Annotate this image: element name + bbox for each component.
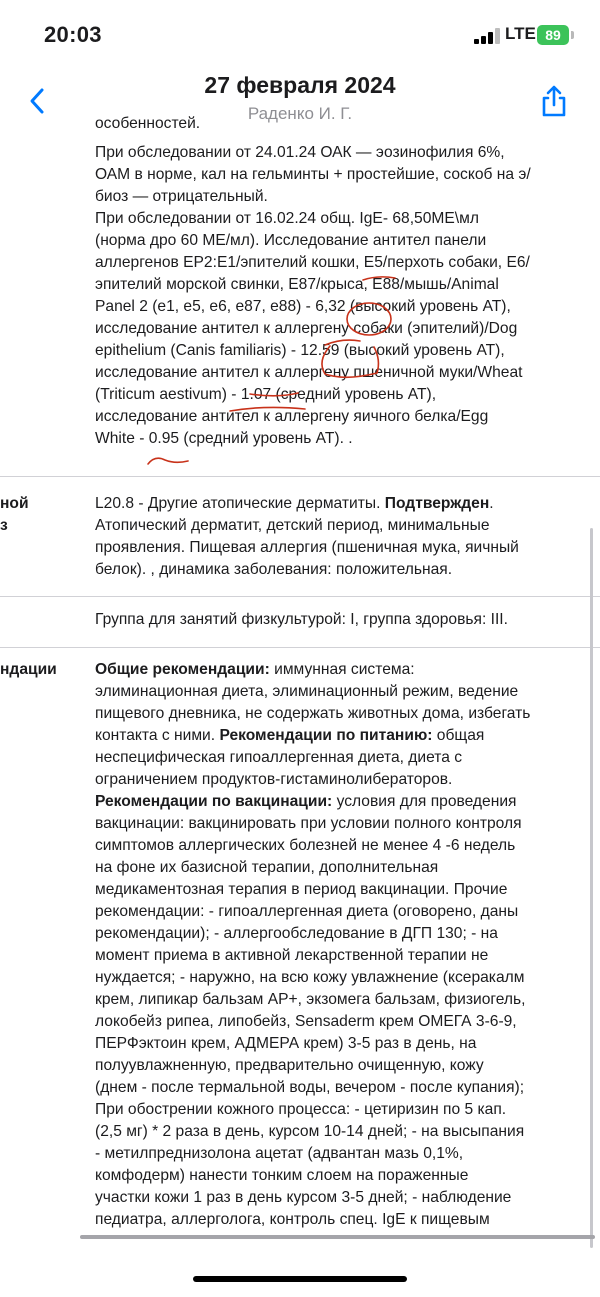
diagnosis-line: проявления. Пищевая аллергия (пшеничная мука, яичный xyxy=(95,539,519,556)
ink-underline-rat xyxy=(363,277,395,280)
page-title: 27 февраля 2024 xyxy=(204,72,396,98)
contact-text: контакта с ними. xyxy=(95,727,216,744)
recommendation-line: ограничением продуктов-гистаминолибераторов. xyxy=(95,771,453,788)
vertical-scrollbar[interactable] xyxy=(590,528,593,1248)
divider xyxy=(0,596,600,597)
recommendation-line: пищевого дневника, не содержать животных дома, избегать xyxy=(95,705,531,722)
recommendation-line: на фоне их базисной терапии, дополнительная xyxy=(95,859,439,876)
general-text: иммунная система: xyxy=(274,661,415,678)
battery-level: 89 xyxy=(545,27,561,43)
handwritten-marks xyxy=(0,128,600,488)
recommendation-line: неспецифическая гипоаллергенная диета, диета с xyxy=(95,749,463,766)
ink-circle-632 xyxy=(347,303,391,335)
diagnosis-code: L20.8 - Другие атопические дерматиты. xyxy=(95,495,381,512)
ink-mark-095 xyxy=(148,458,188,464)
recommendation-line: (2,5 мг) * 2 раза в день, курсом 10-14 дней; - на высыпания xyxy=(95,1123,525,1140)
exam-line: исследование антител к аллергену яичного белка/Egg xyxy=(95,408,489,425)
diagnosis-text xyxy=(95,493,595,581)
battery-tip xyxy=(571,31,574,39)
exam-line: White - 0.95 (средний уровень АТ). . xyxy=(95,430,353,447)
network-type: LTE xyxy=(505,24,536,43)
group-text: Группа для занятий физкультурой: I, группа здоровья: III. xyxy=(95,611,508,628)
diagnosis-confirmed: Подтвержден xyxy=(384,495,490,512)
exam-line: Panel 2 (e1, e5, e6, e87, e88) - 6,32 (высокий уровень АТ), xyxy=(95,298,511,315)
exam-line: аллергенов EP2:E1/эпителий кошки, E5/перхоть собаки, E6/ xyxy=(95,254,530,271)
recommendation-line: симптомов аллергических болезней не менее 4 -6 недель xyxy=(95,837,516,854)
recommendations-lines-a xyxy=(95,681,595,725)
diagnosis-label: ной xyxy=(0,495,29,512)
nutrition-line xyxy=(95,725,595,747)
vaccination-text: условия для проведения xyxy=(336,793,517,810)
exam-line: (норма дро 60 МЕ/мл). Исследование антител панели xyxy=(95,232,487,249)
recommendation-line: педиатра, аллерголога, контроль спец. IgE к пищевым xyxy=(95,1211,490,1228)
ink-underline-107 xyxy=(250,393,298,396)
nutrition-label: Рекомендации по питанию: xyxy=(219,727,433,744)
recommendations-label: ндации xyxy=(0,661,57,678)
battery-icon xyxy=(537,25,569,45)
nutrition-text: общая xyxy=(436,727,485,744)
general-line xyxy=(95,659,595,681)
exam-line: исследование антител к аллергену пшеничной муки/Wheat xyxy=(95,364,523,381)
recommendation-line: момент приема в активной лекарственной терапии не xyxy=(95,947,489,964)
exam-line: При обследовании от 24.01.24 ОАК — эозинофилия 6%, xyxy=(95,144,505,161)
recommendation-line: нуждается; - наружно, на всю кожу увлажнение (ксеракалм xyxy=(95,969,525,986)
status-time: 20:03 xyxy=(44,22,102,47)
divider xyxy=(0,476,600,477)
recommendation-line: рекомендации: - гипоаллергенная диета (оговорено, даны xyxy=(95,903,519,920)
recommendation-line: крем, липикар бальзам АР+, экзомега бальзам, физиогель, xyxy=(95,991,526,1008)
diagnosis-line: белок). , динамика заболевания: положительная. xyxy=(95,561,453,578)
recommendation-line: полуувлажненную, предварительно очищенную, кожу xyxy=(95,1057,484,1074)
diagnosis-lines xyxy=(95,515,595,581)
exam-line: исследование антител к аллергену собаки (эпителий)/Dog xyxy=(95,320,518,337)
diagnosis-first-line xyxy=(95,493,595,515)
exam-line: (Triticum aestivum) - 1.07 (средний уровень АТ), xyxy=(95,386,437,403)
recommendation-line: элиминационная диета, элиминационный режим, ведение xyxy=(95,683,519,700)
page-subtitle: Раденко И. Г. xyxy=(247,104,353,123)
diagnosis-label-2: з xyxy=(0,517,8,534)
ink-underline-dog xyxy=(325,340,360,345)
recommendations-lines-c xyxy=(95,813,595,1231)
recommendations-text xyxy=(95,659,595,1231)
diagnosis-line: Атопический дерматит, детский период, минимальные xyxy=(95,517,490,534)
horizontal-scrollbar[interactable] xyxy=(80,1235,595,1239)
recommendation-line: (днем - после термальной воды, вечером - после купания); xyxy=(95,1079,525,1096)
ink-circle-1259 xyxy=(322,346,379,377)
recommendation-line: При обострении кожного процесса: - цетиризин по 5 кап. xyxy=(95,1101,507,1118)
status-bar xyxy=(0,0,600,70)
diagnosis-period: . xyxy=(489,495,494,512)
recommendation-line: участки кожи 1 раз в день курсом 3-5 дней; - наблюдение xyxy=(95,1189,512,1206)
document-content[interactable] xyxy=(0,115,600,1240)
home-indicator[interactable] xyxy=(193,1276,407,1282)
general-label: Общие рекомендации: xyxy=(95,661,270,678)
recommendation-line: медикаментозная терапия в период вакцинации. Прочие xyxy=(95,881,508,898)
recommendation-line: ПЕРФэктоин крем, АДМЕРА крем) 3-5 раз в день, на xyxy=(95,1035,477,1052)
exam-line: биоз — отрицательный. xyxy=(95,188,268,205)
exam-line: epithelium (Canis familiaris) - 12.59 (высокий уровень АТ), xyxy=(95,342,505,359)
exam-line: ОАМ в норме, кал на гельминты + простейшие, соскоб на э/ xyxy=(95,166,531,183)
vaccination-label: Рекомендации по вакцинации: xyxy=(95,793,333,810)
recommendation-line: - метилпреднизолона ацетат (адвантан мазь 0,1%, xyxy=(95,1145,464,1162)
recommendation-line: рекомендации); - аллергообследование в ДГП 130; - на xyxy=(95,925,498,942)
signal-icon xyxy=(474,28,500,44)
exam-cut-line: особенностей. xyxy=(95,115,201,132)
recommendations-lines-b xyxy=(95,747,595,791)
divider xyxy=(0,647,600,648)
vaccination-line xyxy=(95,791,595,813)
recommendation-line: локобейз рипеа, липобейз, Sensaderm крем ОМЕГА 3-6-9, xyxy=(95,1013,517,1030)
recommendation-line: вакцинации: вакцинировать при условии полного контроля xyxy=(95,815,522,832)
exam-line: При обследовании от 16.02.24 общ. IgE- 68,50МЕ\мл xyxy=(95,210,479,227)
exam-line: эпителий морской свинки, E87/крыса, E88/мышь/Animal xyxy=(95,276,499,293)
ink-underline-egg xyxy=(230,407,305,411)
recommendation-line: комфодерм) нанести тонким слоем на пораженные xyxy=(95,1167,469,1184)
